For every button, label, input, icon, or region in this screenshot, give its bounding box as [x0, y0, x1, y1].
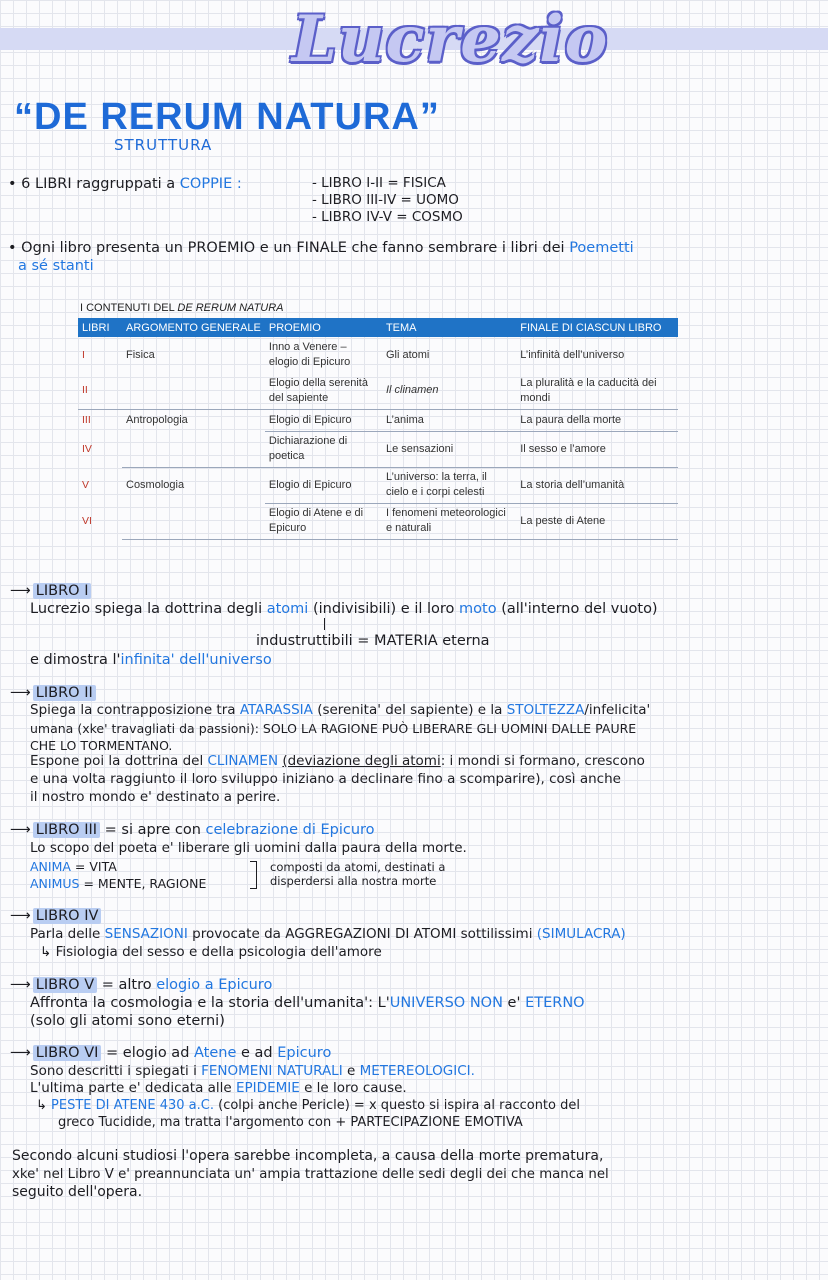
header-proemio: PROEMIO [265, 318, 382, 337]
arrow-icon: ⟶ [10, 1045, 31, 1061]
cell-tema-text: Il clinamen [385, 384, 439, 397]
cell-argomento: Cosmologia [126, 478, 185, 491]
libro2-label: LIBRO II [33, 685, 96, 701]
libro2-line5: e una volta raggiunto il loro sviluppo iniziano a declinare fino a scomparire), così anche [30, 771, 621, 787]
table-row [78, 373, 678, 409]
animus-label: ANIMUS [30, 876, 80, 891]
cell-finale: La storia dell’umanità [516, 467, 678, 503]
cell-finale: Il sesso e l’amore [516, 431, 678, 467]
bullet-proemio-cont: a sé stanti [18, 258, 94, 274]
cell-argomento: Fisica [126, 348, 155, 361]
bracket-note-line1: composti da atomi, destinati a [270, 860, 446, 874]
group-cosmo: - LIBRO IV-V = COSMO [312, 209, 463, 225]
libro6-atene: Atene [194, 1045, 237, 1061]
table-row [78, 409, 678, 431]
coppie-label: COPPIE : [179, 176, 242, 192]
conclusion-line3: seguito dell'opera. [12, 1184, 143, 1200]
libro3-bracket-note [270, 860, 445, 888]
libro6-arrow: ↳ [36, 1098, 47, 1113]
libro3-heading [10, 822, 375, 839]
libro6-epidemie: EPIDEMIE [236, 1080, 300, 1096]
cell-proemio: Inno a Venere – elogio di Epicuro [268, 341, 351, 368]
bullet-libri-text: • 6 LIBRI raggruppati a [8, 176, 176, 192]
bracket-icon [250, 861, 257, 889]
libro6-text-l2a: Sono descritti i spiegati i [30, 1063, 197, 1079]
libro2-line1 [30, 702, 650, 719]
cell-tema: L’universo: la terra, il cielo e i corpi celesti [382, 467, 516, 503]
animus-value: = MENTE, RAGIONE [83, 876, 207, 891]
header-libri: LIBRI [78, 318, 122, 337]
libro1-heading [10, 583, 91, 600]
cell-proemio: Dichiarazione di poetica [265, 431, 382, 467]
libro4-line2: ↳ Fisiologia del sesso e della psicologia dell'amore [40, 944, 382, 960]
libro2-line2: umana (xke' travagliati da passioni): SOLO LA RAGIONE PUÒ LIBERARE GLI UOMINI DALLE PAURE [30, 721, 637, 736]
bullet-proemio-text: • Ogni libro presenta un PROEMIO e un FINALE che fanno sembrare i libri dei [8, 240, 565, 256]
libro5-text-l2c: e' [507, 995, 521, 1011]
cell-tema: Le sensazioni [382, 431, 516, 467]
libro1-connector [324, 618, 325, 630]
libro5-elogio: elogio a Epicuro [156, 977, 273, 993]
libro6-text-c: e ad [241, 1045, 273, 1061]
libro1-infinita: infinita' dell'universo [120, 652, 272, 668]
libro1-moto: moto [459, 601, 497, 617]
libro6-line4 [36, 1097, 580, 1114]
libro1-text-l3a: e dimostra l' [30, 652, 121, 668]
cell-libro: II [78, 373, 122, 409]
libro5-line2 [30, 995, 585, 1012]
libro2-line6: il nostro mondo e' destinato a perire. [30, 789, 281, 805]
libro6-line3 [30, 1080, 407, 1097]
cell-tema: I fenomeni meteorologici e naturali [382, 503, 516, 539]
header-finale: FINALE DI CIASCUN LIBRO [516, 318, 678, 337]
cell-argomento: Antropologia [126, 413, 188, 426]
table-header-row [78, 318, 678, 337]
libro4-label: LIBRO IV [33, 908, 102, 924]
libro2-text-e: /infelicita' [584, 702, 651, 718]
libro2-text-a: Spiega la contrapposizione tra [30, 702, 236, 718]
libro5-text-a: = altro [101, 977, 152, 993]
libro5-line3: (solo gli atomi sono eterni) [30, 1013, 225, 1029]
poemetti-label: Poemetti [569, 240, 634, 256]
cell-libro: V [82, 478, 90, 491]
cell-tema: Gli atomi [385, 348, 430, 361]
cell-libro: III [82, 413, 91, 426]
cell-proemio: Elogio di Atene e di Epicuro [265, 503, 382, 539]
table-row [78, 503, 678, 539]
cell-finale: La paura della morte [516, 409, 678, 431]
libro4-simulacra: (SIMULACRA) [536, 926, 626, 942]
bullet-proemio [8, 240, 634, 257]
libri-groups [312, 175, 463, 226]
libro2-clinamen: CLINAMEN [207, 753, 279, 769]
cell-tema: L’anima [382, 409, 516, 431]
cell-libro: I [82, 348, 85, 361]
libro2-text-l4d: : i mondi si formano, crescono [440, 753, 645, 769]
conclusion-line2: xke' nel Libro V e' preannunciata un' ampia trattazione delle sedi degli dei che manca nel [12, 1167, 609, 1182]
section-subtitle: STRUTTURA [114, 136, 213, 154]
libro2-heading [10, 685, 96, 702]
libro1-line3 [30, 652, 272, 669]
anima-value: = VITA [74, 859, 117, 874]
libro1-line2: industruttibili = MATERIA eterna [256, 633, 490, 649]
arrow-icon: ⟶ [10, 822, 31, 838]
cell-argomento [122, 503, 265, 539]
cell-proemio: Elogio della serenità del sapiente [265, 373, 382, 409]
libro6-text-a: = elogio ad [106, 1045, 190, 1061]
arrow-icon: ⟶ [10, 977, 31, 993]
libro6-text-l4c: (colpi anche Pericle) = x questo si ispira al racconto del [218, 1098, 580, 1113]
libro3-anima [30, 858, 117, 875]
libro4-line1 [30, 926, 626, 943]
libro2-text-c: (serenita' del sapiente) e la [317, 702, 503, 718]
anima-label: ANIMA [30, 859, 71, 874]
libro6-text-l3a: L'ultima parte e' dedicata alle [30, 1080, 232, 1096]
libro6-line5: greco Tucidide, ma tratta l'argomento con + PARTECIPAZIONE EMOTIVA [58, 1115, 523, 1130]
cell-libro: IV [82, 442, 92, 455]
table-title-italic: DE RERUM NATURA [177, 302, 284, 314]
cell-argomento [122, 373, 265, 409]
table-row [78, 431, 678, 467]
work-title: “DE RERUM NATURA” [14, 96, 440, 138]
table-title [80, 302, 284, 314]
libro6-label: LIBRO VI [33, 1045, 102, 1061]
header-argomento: ARGOMENTO GENERALE [122, 318, 265, 337]
conclusion-line1: Secondo alcuni studiosi l'opera sarebbe incompleta, a causa della morte prematura, [12, 1148, 604, 1164]
group-fisica: - LIBRO I-II = FISICA [312, 175, 446, 191]
libro1-text-e: (all'interno del vuoto) [501, 601, 658, 617]
libro4-text-a: Parla delle [30, 926, 101, 942]
cell-tema [382, 373, 516, 409]
libro2-deviazione: (deviazione degli atomi [282, 753, 441, 769]
cell-libro: VI [82, 514, 92, 527]
libro6-fenomeni: FENOMENI NATURALI [201, 1063, 343, 1079]
libro1-text-a: Lucrezio spiega la dottrina degli [30, 601, 263, 617]
table-row [78, 337, 678, 373]
arrow-icon: ⟶ [10, 685, 31, 701]
libro4-text-c: provocate da AGGREGAZIONI DI ATOMI sottilissimi [192, 926, 533, 942]
libro3-text-a: = si apre con [104, 822, 201, 838]
libro3-animus [30, 875, 206, 892]
libro6-heading [10, 1045, 331, 1062]
bracket-note-line2: disperdersi alla nostra morte [270, 874, 437, 888]
libro2-atarassia: ATARASSIA [239, 702, 313, 718]
libro3-celebrazione: celebrazione di Epicuro [205, 822, 375, 838]
libro6-text-l2c: e [346, 1063, 356, 1079]
cell-proemio: Elogio di Epicuro [265, 409, 382, 431]
libro4-sensazioni: SENSAZIONI [104, 926, 188, 942]
libro2-line4 [30, 753, 645, 770]
cell-finale: La pluralità e la caducità dei mondi [516, 373, 678, 409]
table-row [78, 467, 678, 503]
libro6-text-l3c: e le loro cause. [304, 1080, 407, 1096]
cell-finale: La peste di Atene [516, 503, 678, 539]
libro6-line2 [30, 1063, 475, 1080]
libro1-line1 [30, 601, 658, 618]
libro5-eterno: ETERNO [525, 995, 585, 1011]
libro1-atomi: atomi [266, 601, 309, 617]
libro2-line3: CHE LO TORMENTANO. [30, 738, 173, 753]
libro1-label: LIBRO I [33, 583, 92, 599]
header-tema: TEMA [382, 318, 516, 337]
libro6-metereologici: METEREOLOGICI. [359, 1063, 475, 1079]
cell-finale: L’infinità dell’universo [520, 348, 625, 361]
page-title: Lucrezio [292, 2, 609, 77]
libro5-label: LIBRO V [33, 977, 97, 993]
libro3-label: LIBRO III [33, 822, 100, 838]
libro5-heading [10, 977, 272, 994]
libro4-heading [10, 908, 101, 925]
arrow-icon: ⟶ [10, 908, 31, 924]
arrow-icon: ⟶ [10, 583, 31, 599]
libro3-line2: Lo scopo del poeta e' liberare gli uomini dalla paura della morte. [30, 840, 467, 856]
table-title-prefix: I CONTENUTI DEL [80, 302, 175, 314]
cell-argomento [122, 431, 265, 467]
libro1-text-c: (indivisibili) e il loro [312, 601, 455, 617]
contents-table [78, 318, 678, 540]
libro5-universo: UNIVERSO NON [389, 995, 503, 1011]
libro2-text-l4a: Espone poi la dottrina del [30, 753, 204, 769]
cell-proemio: Elogio di Epicuro [265, 467, 382, 503]
libro6-epicuro: Epicuro [277, 1045, 332, 1061]
group-uomo: - LIBRO III-IV = UOMO [312, 192, 459, 208]
libro5-text-l2a: Affronta la cosmologia e la storia dell'umanita': L' [30, 995, 390, 1011]
bullet-libri [8, 176, 242, 193]
libro6-peste: PESTE DI ATENE 430 a.C. [51, 1098, 214, 1113]
libro2-stoltezza: STOLTEZZA [506, 702, 585, 718]
